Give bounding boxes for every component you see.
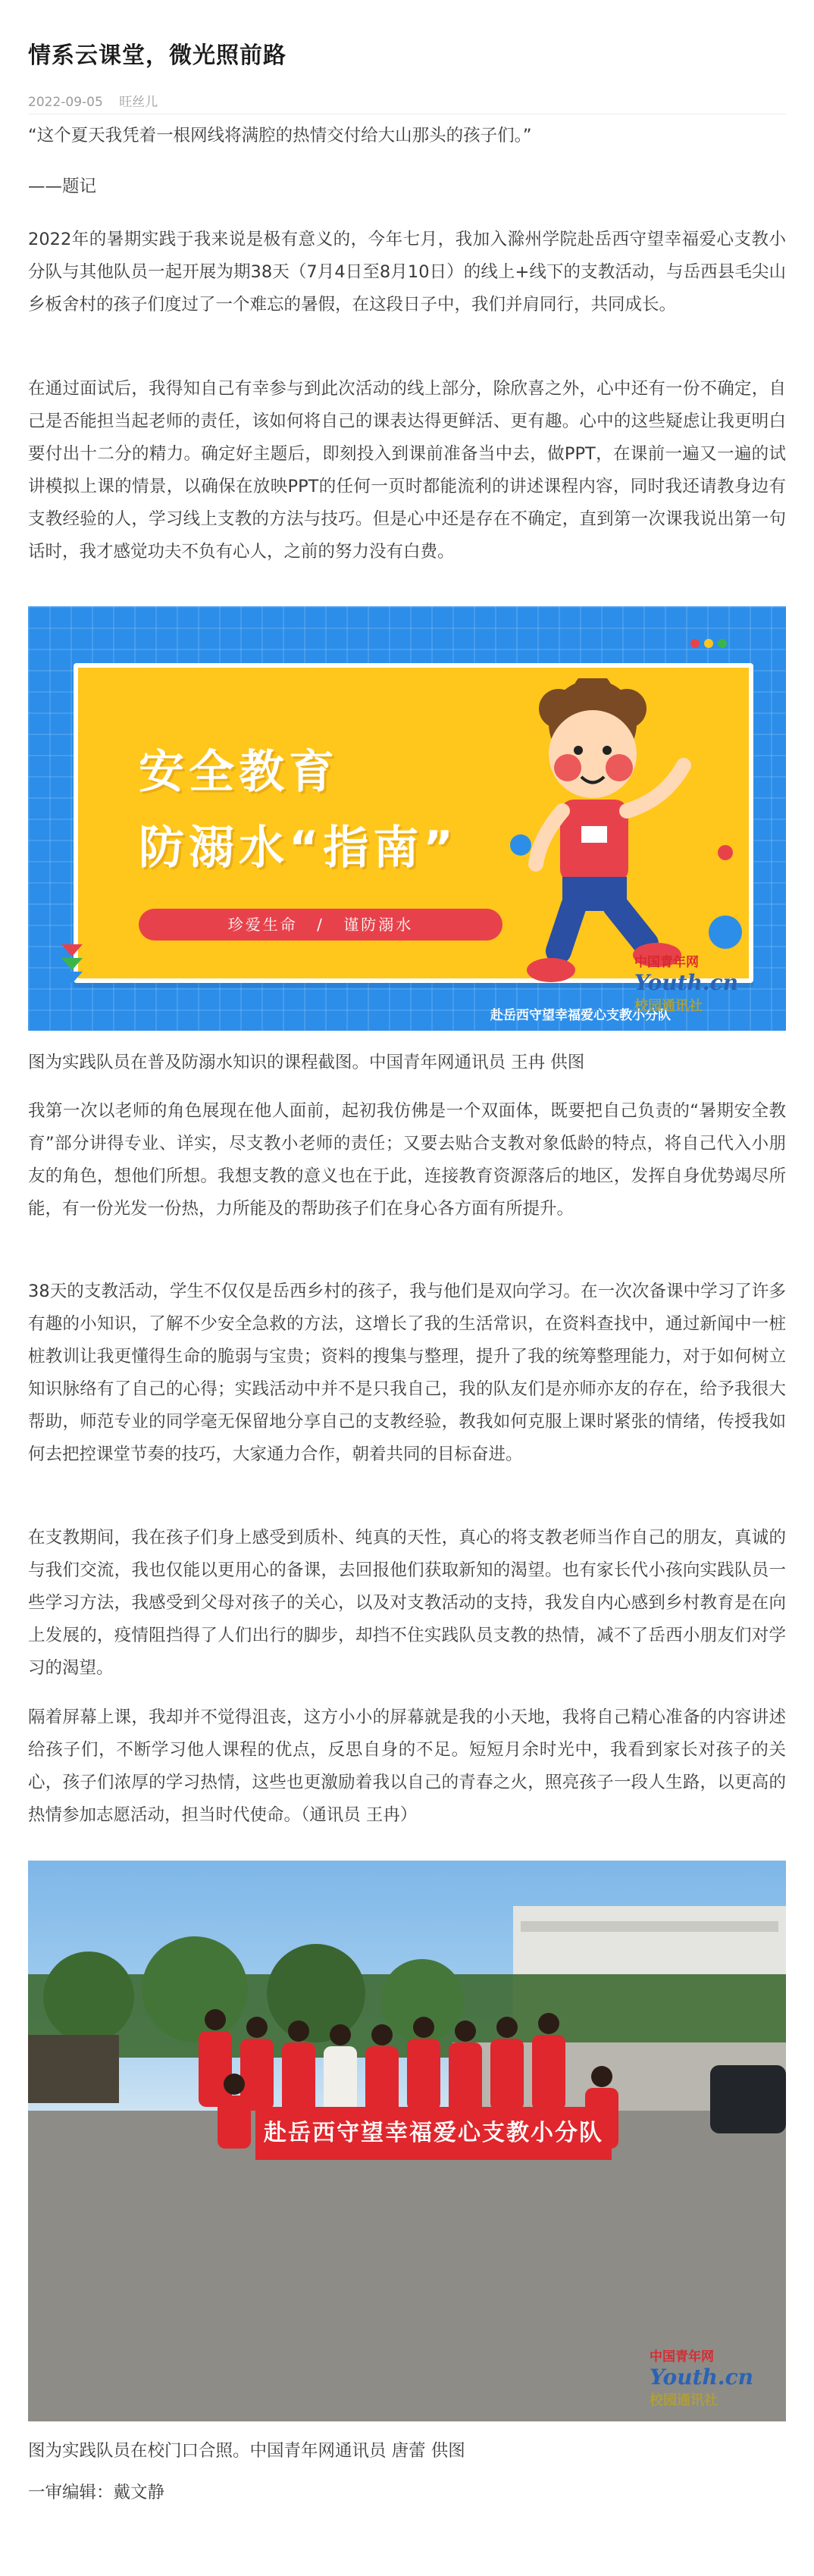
watermark-cn: 中国青年网 xyxy=(650,2349,714,2365)
epigraph: ——题记 xyxy=(28,177,97,196)
slogan-banner xyxy=(139,909,502,941)
editor-credit: 一审编辑：戴文静 xyxy=(28,2483,165,2502)
decor-triangle xyxy=(61,958,83,970)
slogan-left: 珍爱生命 xyxy=(227,916,298,934)
paragraph-3: 我第一次以老师的角色展现在他人面前，起初我仿佛是一个双面体，既要把自己负责的“暑期安全教育”部分讲得专业、详实，尽支教小老师的责任；又要去贴合支教对象低龄的特点，将自己代入小朋友的角色，想他们所想。我想支教的意义也在于此，连接教育资源落后的地区，发挥自身优势竭尽所能，有一份光发一份热，力所能及的帮助孩子们在身心各方面有所提升。 xyxy=(28,1101,786,1219)
slogan-right: 谨防溺水 xyxy=(343,916,414,934)
caption-block xyxy=(28,1047,786,1079)
paragraph-4: 38天的支教活动，学生不仅仅是岳西乡村的孩子，我与他们是双向学习。在一次次备课中学习了许多有趣的小知识，了解不少安全急救的方法，这增长了我的生活常识，在资料查找中，通过新闻中一桩桩教训让我更懂得生命的脆弱与宝贵；资料的搜集与整理，提升了我的统筹整理能力，对于如何树立知识脉络有了自己的心得；实践活动中并不是只我自己，我的队友们是亦师亦友的存在，给予我很大帮助，师范专业的同学毫无保留地分享自己的支教经验，教我如何克服上课时紧张的情绪，传授我如何去把控课堂节奏的技巧，大家通力合作，朝着共同的目标奋进。 xyxy=(28,1282,786,1464)
youth-cn-watermark xyxy=(634,951,738,1015)
decor-triangle xyxy=(61,972,83,984)
window-dots xyxy=(686,637,727,651)
figure2-caption: 图为实践队员在校门口合照。中国青年网通讯员 唐蕾 供图 xyxy=(28,2441,465,2461)
watermark-sub: 校园通讯社 xyxy=(650,2393,718,2409)
board-title-line1: 安全教育 xyxy=(139,746,339,799)
caption-block xyxy=(28,2435,786,2468)
editor-block xyxy=(28,2477,786,2509)
epigraph-block xyxy=(28,171,786,203)
youth-cn-watermark xyxy=(650,2346,753,2409)
board-title-line2: 防溺水“指南” xyxy=(139,822,458,875)
article-meta xyxy=(28,91,170,110)
paragraph-block xyxy=(28,224,786,321)
watermark-cn: 中国青年网 xyxy=(634,955,699,970)
paragraph-5: 在支教期间，我在孩子们身上感受到质朴、纯真的天性，真心的将支教老师当作自己的朋友，真诚的与我们交流，我也仅能以更用心的备课，去回报他们获取新知的渴望。也有家长代小孩向实践队员一些学习方法，我感受到父母对孩子的关心，以及对支教活动的支持，我发自内心感到乡村教育是在向上发展的，疫情阻挡得了人们出行的脚步，却挡不住实践队员支教的热情，减不了岳西小朋友们对学习的渴望。 xyxy=(28,1528,786,1678)
paragraph-block xyxy=(28,373,786,568)
paragraph-block xyxy=(28,1701,786,1832)
quote-block xyxy=(28,120,786,152)
figure-group-photo xyxy=(28,1861,786,2421)
watermark-url: Youth.cn xyxy=(634,970,739,995)
author-name[interactable]: 旺丝儿 xyxy=(119,95,158,110)
cartoon-child-illustration xyxy=(506,678,756,997)
paragraph-block xyxy=(28,1275,786,1471)
decor-triangle xyxy=(61,944,83,956)
publish-date: 2022-09-05 xyxy=(28,95,103,110)
paragraph-6: 隔着屏幕上课，我却并不觉得沮丧，这方小小的屏幕就是我的小天地，我将自己精心准备的内容讲述给孩子们，不断学习他人课程的优点，反思自身的不足。短短月余时光中，我看到家长对孩子的关心，孩子们浓厚的学习热情，这些也更激励着我以自己的青春之火，照亮孩子一段人生路，以更高的热情参加志愿活动，担当时代使命。（通讯员 王冉） xyxy=(28,1707,786,1825)
paragraph-2: 在通过面试后，我得知自己有幸参与到此次活动的线上部分，除欣喜之外，心中还有一份不确定，自己是否能担当起老师的责任，该如何将自己的课表达得更鲜活、更有趣。心中的这些疑虑让我更明白要付出十二分的精力。确定好主题后，即刻投入到课前准备当中去，做PPT，在课前一遍又一遍的试讲模拟上课的情景，以确保在放映PPT的任何一页时都能流利的讲述课程内容，同时我还请教身边有支教经验的人，学习线上支教的方法与技巧。但是心中还是存在不确定，直到第一次课我说出第一句话时，我才感觉功夫不负有心人，之前的努力没有白费。 xyxy=(28,379,786,562)
watermark-sub: 校园通讯社 xyxy=(634,998,703,1014)
figure-course-screenshot xyxy=(28,606,786,1031)
figure1-caption: 图为实践队员在普及防溺水知识的课程截图。中国青年网通讯员 王冉 供图 xyxy=(28,1053,585,1072)
article-title: 情系云课堂，微光照前路 xyxy=(28,42,286,69)
paragraph-block xyxy=(28,1522,786,1685)
slogan-separator: / xyxy=(317,916,324,934)
paragraph-1: 2022年的暑期实践于我来说是极有意义的，今年七月，我加入滁州学院赴岳西守望幸福爱心支教小分队与其他队员一起开展为期38天（7月4日至8月10日）的线上+线下的支教活动，与岳西县毛尖山乡板舍村的孩子们度过了一个难忘的暑假，在这段日子中，我们并肩同行，共同成长。 xyxy=(28,230,786,315)
team-banner: 赴岳西守望幸福爱心支教小分队 xyxy=(255,2107,612,2160)
watermark-url: Youth.cn xyxy=(650,2365,754,2390)
team-credit: 赴岳西守望幸福爱心支教小分队 xyxy=(490,1008,671,1023)
opening-quote: “这个夏天我凭着一根网线将满腔的热情交付给大山那头的孩子们。” xyxy=(28,126,532,146)
paragraph-block xyxy=(28,1095,786,1225)
